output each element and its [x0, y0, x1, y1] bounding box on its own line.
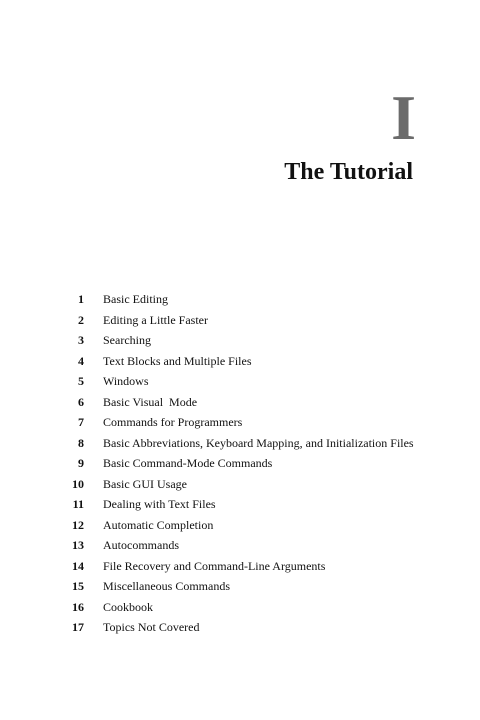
part-title: The Tutorial [284, 159, 413, 185]
chapter-number: 13 [72, 538, 84, 552]
chapter-number: 1 [78, 292, 84, 306]
chapter-number: 4 [78, 353, 84, 368]
chapter-title: Basic Command-Mode Commands [103, 456, 273, 470]
chapter-title: Commands for Programmers [103, 415, 243, 429]
chapter-title: Basic Visual Mode [103, 394, 198, 409]
chapter-entry-17[interactable] [56, 617, 414, 638]
chapter-number: 11 [72, 497, 84, 511]
chapter-title: Autocommands [103, 538, 179, 552]
chapter-title: Text Blocks and Multiple Files [103, 353, 252, 368]
part-numeral: I [391, 82, 416, 153]
chapter-number: 2 [78, 312, 84, 327]
chapter-number: 9 [78, 456, 84, 470]
chapter-title: Basic GUI Usage [103, 476, 187, 491]
chapter-list [56, 289, 414, 638]
chapter-title: Topics Not Covered [103, 620, 200, 634]
chapter-title: Basic Abbreviations, Keyboard Mapping, and Initialization Files [103, 435, 414, 450]
chapter-entry-6[interactable] [56, 392, 414, 413]
chapter-entry-9[interactable] [56, 453, 414, 474]
chapter-entry-2[interactable] [56, 310, 414, 331]
chapter-entry-11[interactable] [56, 494, 414, 515]
chapter-title: Miscellaneous Commands [103, 579, 230, 593]
chapter-title: Automatic Completion [103, 517, 214, 532]
chapter-number: 16 [72, 599, 84, 614]
chapter-entry-7[interactable] [56, 412, 414, 433]
chapter-title: Dealing with Text Files [103, 497, 216, 511]
chapter-entry-5[interactable] [56, 371, 414, 392]
chapter-entry-12[interactable] [56, 515, 414, 536]
chapter-entry-10[interactable] [56, 474, 414, 495]
chapter-number: 12 [72, 517, 84, 532]
chapter-entry-3[interactable] [56, 330, 414, 351]
chapter-number: 8 [78, 435, 84, 450]
chapter-entry-15[interactable] [56, 576, 414, 597]
chapter-entry-13[interactable] [56, 535, 414, 556]
chapter-entry-16[interactable] [56, 597, 414, 618]
chapter-number: 5 [78, 374, 84, 388]
chapter-entry-8[interactable] [56, 433, 414, 454]
chapter-title: Editing a Little Faster [103, 312, 208, 327]
chapter-number: 17 [72, 620, 84, 634]
chapter-number: 15 [72, 579, 84, 593]
chapter-title: Cookbook [103, 599, 154, 614]
chapter-entry-14[interactable] [56, 556, 414, 577]
chapter-number: 10 [72, 476, 84, 491]
chapter-title: Windows [103, 374, 149, 388]
chapter-number: 14 [72, 558, 84, 573]
chapter-number: 3 [78, 333, 84, 347]
chapter-entry-1[interactable] [56, 289, 414, 310]
chapter-entry-4[interactable] [56, 351, 414, 372]
chapter-number: 6 [78, 394, 84, 409]
chapter-title: Searching [103, 333, 151, 347]
chapter-number: 7 [78, 415, 84, 429]
chapter-title: Basic Editing [103, 292, 168, 306]
chapter-title: File Recovery and Command-Line Arguments [103, 558, 326, 573]
